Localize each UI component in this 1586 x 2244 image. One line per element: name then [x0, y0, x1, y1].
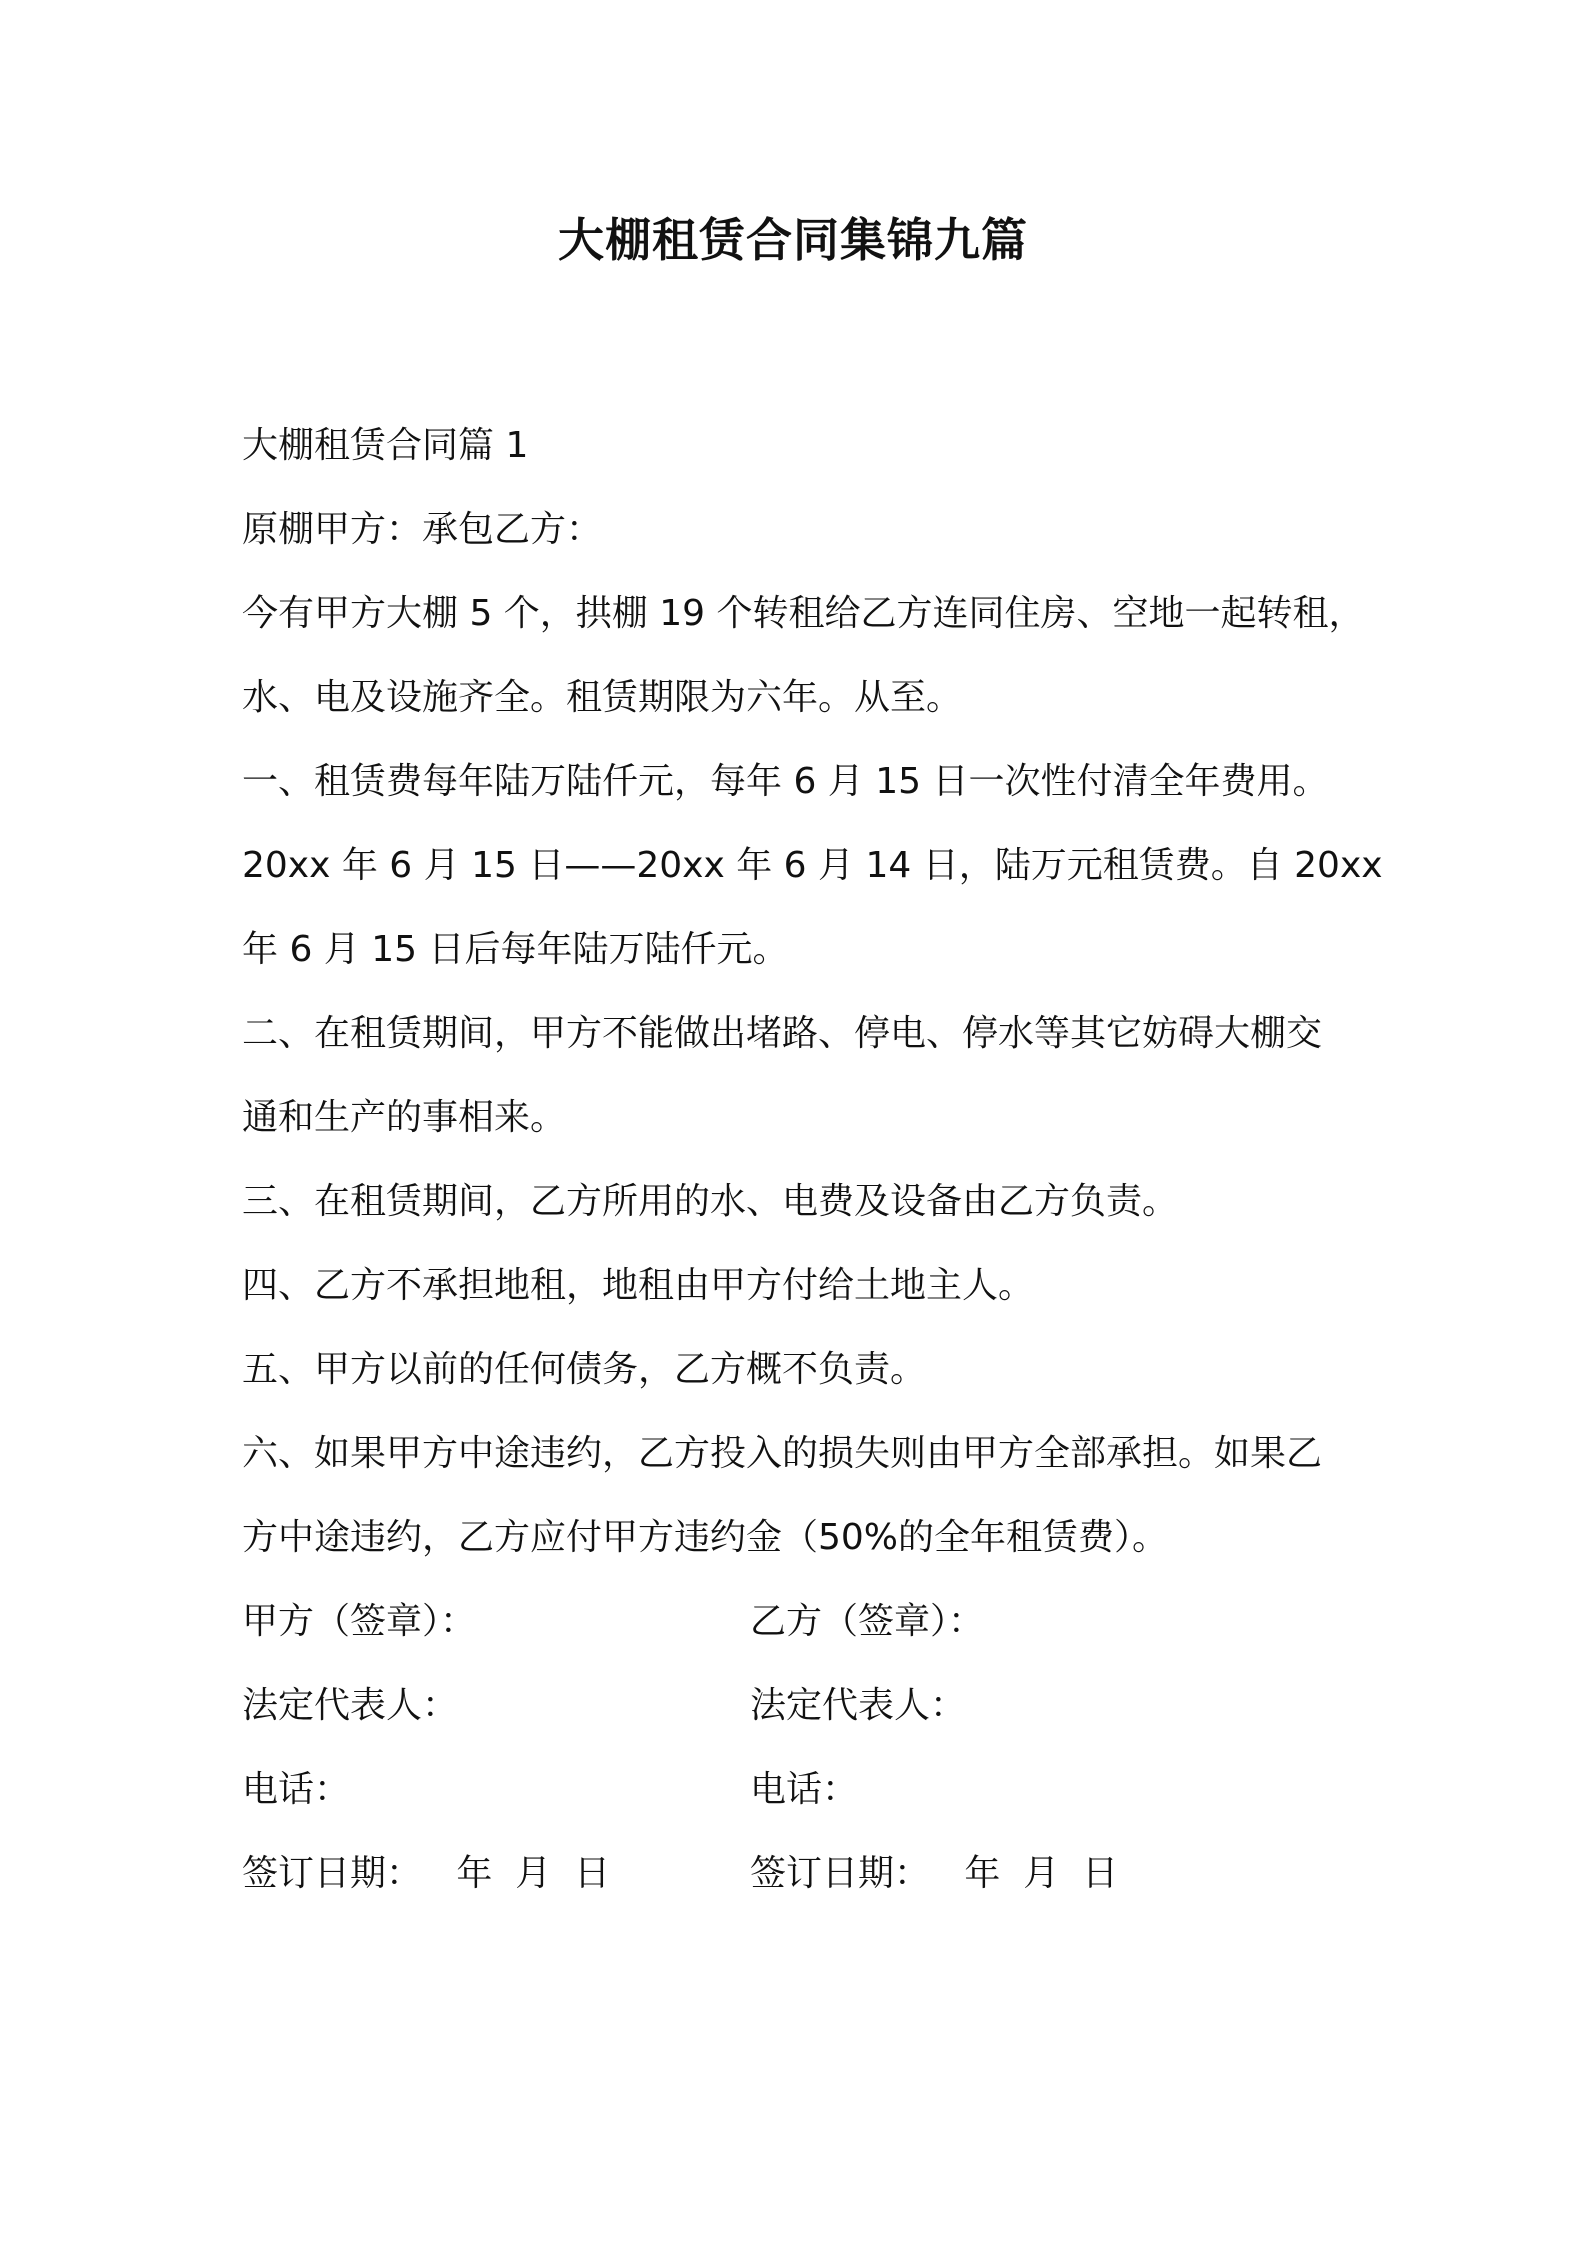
- paragraph-line: 20xx 年 6 月 15 日——20xx 年 6 月 14 日，陆万元租赁费。自 20xx: [242, 845, 1383, 886]
- signature-row-representative: [242, 1664, 1362, 1748]
- party-a-date: 签订日期： 年 月 日: [242, 1853, 611, 1894]
- signature-row-date: [242, 1832, 1362, 1916]
- party-a-phone: 电话：: [242, 1769, 351, 1810]
- parties-line: 原棚甲方：承包乙方：: [242, 509, 603, 550]
- paragraph-line: 五、甲方以前的任何债务，乙方概不负责。: [242, 1349, 927, 1390]
- party-b-seal: 乙方（签章）：: [750, 1601, 985, 1642]
- signature-row-phone: [242, 1748, 1362, 1832]
- party-b-representative: 法定代表人：: [750, 1685, 967, 1726]
- paragraph-line: 一、租赁费每年陆万陆仟元，每年 6 月 15 日一次性付清全年费用。: [242, 761, 1329, 802]
- paragraph-line: 三、在租赁期间，乙方所用的水、电费及设备由乙方负责。: [242, 1181, 1179, 1222]
- section-heading: 大棚租赁合同篇 1: [242, 425, 529, 466]
- signature-row-seal: [242, 1580, 1362, 1664]
- paragraph-line: 年 6 月 15 日后每年陆万陆仟元。: [242, 929, 789, 970]
- paragraph-line: 通和生产的事相来。: [242, 1097, 567, 1138]
- document-title: 大棚租赁合同集锦九篇: [558, 213, 1028, 267]
- paragraph-line: 四、乙方不承担地租，地租由甲方付给土地主人。: [242, 1265, 1035, 1306]
- party-b-phone: 电话：: [750, 1769, 859, 1810]
- paragraph-line: 方中途违约，乙方应付甲方违约金（50%的全年租赁费）。: [242, 1517, 1169, 1558]
- party-a-seal: 甲方（签章）：: [242, 1601, 477, 1642]
- paragraph-line: 六、如果甲方中途违约，乙方投入的损失则由甲方全部承担。如果乙: [242, 1433, 1323, 1474]
- document-body: [242, 404, 1383, 1916]
- paragraph-line: 水、电及设施齐全。租赁期限为六年。从至。: [242, 677, 963, 718]
- paragraph-line: 今有甲方大棚 5 个，拱棚 19 个转租给乙方连同住房、空地一起转租，: [242, 593, 1365, 634]
- party-b-date: 签订日期： 年 月 日: [750, 1853, 1119, 1894]
- paragraph-line: 二、在租赁期间，甲方不能做出堵路、停电、停水等其它妨碍大棚交: [242, 1013, 1323, 1054]
- party-a-representative: 法定代表人：: [242, 1685, 459, 1726]
